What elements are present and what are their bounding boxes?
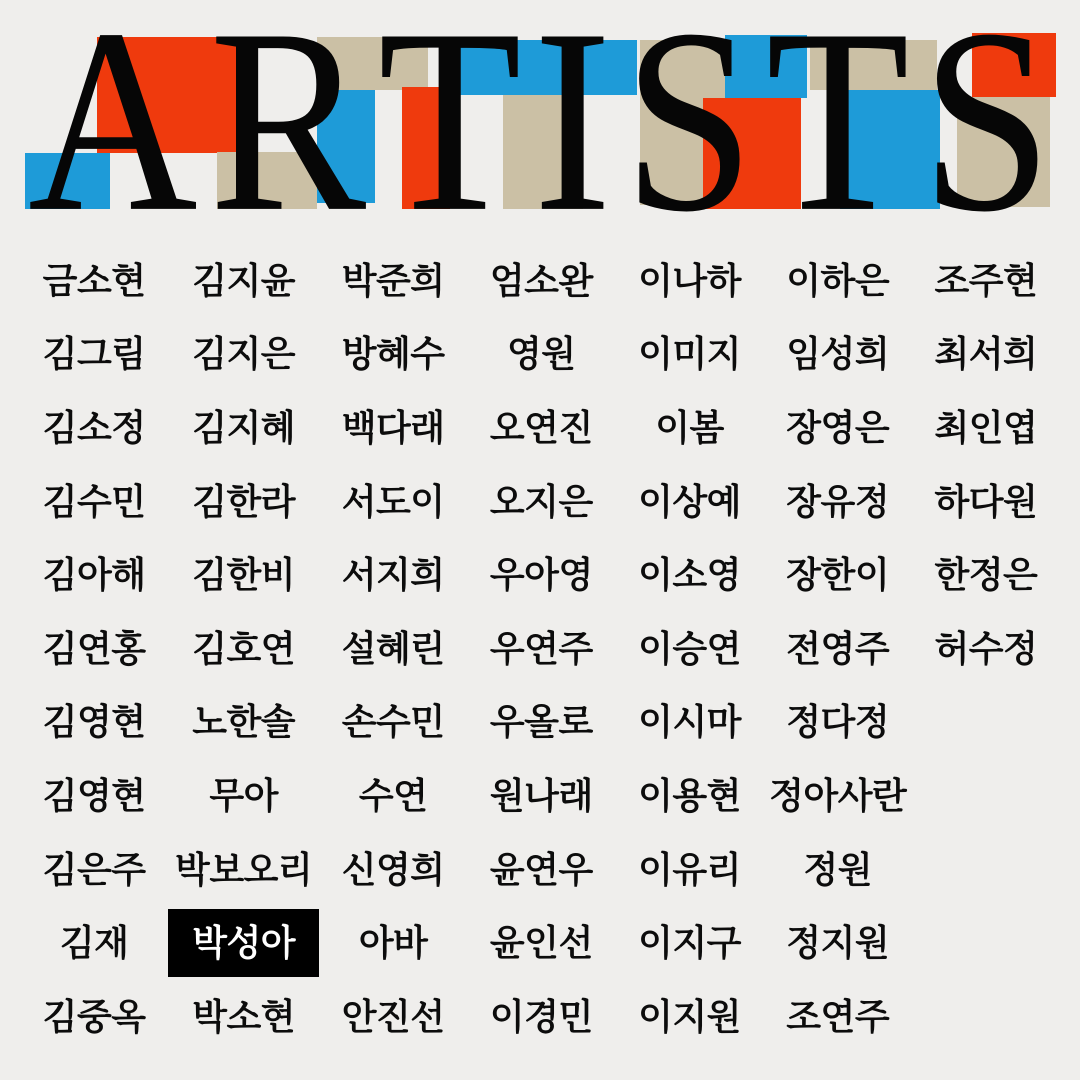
artist-name-label: 김호연 <box>192 627 296 669</box>
artist-name <box>319 538 467 612</box>
artist-name-highlighted <box>168 906 319 980</box>
artist-name <box>615 686 763 760</box>
artist-name-label: 신영희 <box>341 848 445 890</box>
artist-name-label: 무아 <box>209 774 278 816</box>
artist-name-label: 손수민 <box>341 701 445 743</box>
artist-name-label: 허수정 <box>934 627 1038 669</box>
title-banner <box>0 0 1080 266</box>
artist-name-label: 김연홍 <box>42 627 146 669</box>
artist-name-label: 김지은 <box>192 333 296 375</box>
artist-name-label: 김한라 <box>192 480 296 522</box>
artist-name <box>20 465 168 539</box>
artist-name-label: 우연주 <box>489 627 593 669</box>
artist-name <box>20 980 168 1054</box>
artist-name <box>168 465 319 539</box>
artist-name-label: 안진선 <box>341 995 445 1037</box>
artist-name <box>168 538 319 612</box>
artist-name <box>467 833 615 907</box>
artist-name <box>912 318 1060 392</box>
artist-name <box>764 612 912 686</box>
artist-name-label: 오지은 <box>489 480 593 522</box>
artist-name <box>764 759 912 833</box>
artist-name <box>467 980 615 1054</box>
artist-name <box>319 833 467 907</box>
artist-name <box>615 759 763 833</box>
artists-column <box>168 244 319 1054</box>
artist-name-label: 김영현 <box>42 701 146 743</box>
artist-name <box>615 465 763 539</box>
artist-name <box>467 906 615 980</box>
artist-name-label: 김재 <box>59 922 129 964</box>
artist-name <box>168 980 319 1054</box>
artist-name <box>319 906 467 980</box>
artist-name <box>615 538 763 612</box>
artist-name-label: 방혜수 <box>341 333 445 375</box>
artist-name <box>467 538 615 612</box>
artists-column <box>319 244 467 1054</box>
artist-name-label: 장한이 <box>786 554 890 596</box>
artist-name-label: 최서희 <box>934 333 1038 375</box>
artist-name-label: 정아사란 <box>769 774 907 816</box>
artist-name-label: 김그림 <box>42 333 146 375</box>
artist-name-label: 설혜린 <box>341 627 445 669</box>
artists-column <box>467 244 615 1054</box>
artists-column <box>20 244 168 1054</box>
artist-name <box>912 465 1060 539</box>
artist-name <box>319 686 467 760</box>
artist-name-label: 윤인선 <box>489 922 593 964</box>
artist-name <box>615 833 763 907</box>
artist-name <box>912 538 1060 612</box>
artist-name-label: 김아해 <box>42 554 146 596</box>
artist-name-label: 우아영 <box>489 554 593 596</box>
artist-name-label: 장영은 <box>786 406 890 448</box>
artist-name <box>168 686 319 760</box>
artist-name-label: 아바 <box>358 922 428 964</box>
artist-name-label: 이상예 <box>638 480 741 522</box>
artist-name-label: 이소영 <box>638 554 741 596</box>
title-letter: T <box>378 0 522 266</box>
artist-name-label: 엄소완 <box>489 259 593 301</box>
artist-name-label: 원나래 <box>489 774 593 816</box>
artist-name <box>20 391 168 465</box>
artist-name <box>20 759 168 833</box>
artist-name-label: 이지구 <box>638 922 741 964</box>
artist-name-label: 백다래 <box>341 406 445 448</box>
artist-name-label: 김중옥 <box>42 995 146 1037</box>
artist-name <box>615 980 763 1054</box>
artist-name-label: 박소현 <box>192 995 296 1037</box>
artist-name-label: 윤연우 <box>489 848 593 890</box>
artist-name-label: 조주현 <box>934 259 1038 301</box>
artist-name-label: 서지희 <box>341 554 445 596</box>
artist-name <box>319 980 467 1054</box>
artist-name-label: 김영현 <box>42 774 146 816</box>
artist-name-label: 최인엽 <box>934 406 1038 448</box>
artist-name-label: 하다원 <box>934 480 1038 522</box>
artist-name-label: 김한비 <box>192 554 296 596</box>
artist-name-label: 이승연 <box>638 627 741 669</box>
artist-name <box>319 391 467 465</box>
artist-name <box>764 980 912 1054</box>
artist-name-label: 김지혜 <box>192 406 296 448</box>
artist-name-label: 박성아 <box>168 909 319 977</box>
artist-name <box>467 318 615 392</box>
artist-name <box>467 465 615 539</box>
artist-name-label: 이용현 <box>638 774 741 816</box>
artist-name <box>615 318 763 392</box>
artist-name-label: 정원 <box>803 848 872 890</box>
artist-name-label: 박보오리 <box>175 848 313 890</box>
artist-name-label: 전영주 <box>786 627 890 669</box>
artist-name-label: 오연진 <box>489 406 593 448</box>
artist-name <box>319 759 467 833</box>
page-title <box>28 0 1052 266</box>
artist-name <box>764 391 912 465</box>
artist-name-label: 서도이 <box>341 480 445 522</box>
artist-name-label: 이하은 <box>786 259 890 301</box>
artists-column <box>764 244 912 1054</box>
artist-name-label: 정다정 <box>786 701 890 743</box>
artist-name-label: 이봄 <box>655 406 724 448</box>
artist-name <box>764 465 912 539</box>
artist-name <box>319 465 467 539</box>
artist-name-label: 노한솔 <box>192 701 296 743</box>
title-letter: R <box>209 0 367 266</box>
artist-name <box>20 318 168 392</box>
artist-name-label: 김은주 <box>42 848 146 890</box>
artist-name <box>467 612 615 686</box>
title-letter: I <box>533 0 612 266</box>
artist-name-label: 김지윤 <box>192 259 296 301</box>
artist-name <box>319 318 467 392</box>
artist-name-label: 이미지 <box>638 333 741 375</box>
artist-name-label: 이유리 <box>638 848 741 890</box>
artist-name <box>319 612 467 686</box>
artist-name-label: 박준희 <box>341 259 445 301</box>
artist-name-label: 수연 <box>358 774 428 816</box>
artist-name-label: 이지원 <box>638 995 741 1037</box>
artist-name <box>20 612 168 686</box>
artist-name-label: 김소정 <box>42 406 146 448</box>
artist-name <box>168 833 319 907</box>
artists-column <box>912 244 1060 1054</box>
artist-name <box>168 612 319 686</box>
artist-name-label: 이시마 <box>638 701 741 743</box>
title-letter: S <box>623 0 755 266</box>
artist-name-label: 임성희 <box>786 333 890 375</box>
artist-name-label: 정지원 <box>786 922 890 964</box>
title-letter: T <box>765 0 910 266</box>
artist-name <box>20 686 168 760</box>
artists-grid <box>20 244 1060 1054</box>
artist-name <box>615 391 763 465</box>
artist-name <box>20 906 168 980</box>
artist-name <box>467 686 615 760</box>
artist-name <box>20 538 168 612</box>
artist-name <box>764 906 912 980</box>
artist-name-label: 금소현 <box>42 259 146 301</box>
artist-name <box>764 538 912 612</box>
artist-name-label: 김수민 <box>42 480 146 522</box>
artist-name <box>467 759 615 833</box>
artist-name <box>168 318 319 392</box>
artist-name-label: 이나하 <box>638 259 741 301</box>
artist-name <box>168 759 319 833</box>
artist-name <box>168 391 319 465</box>
artist-name <box>20 833 168 907</box>
artist-name <box>764 686 912 760</box>
title-letter: S <box>921 0 1052 266</box>
artist-name <box>912 612 1060 686</box>
title-letter: A <box>28 0 198 266</box>
artist-name <box>615 612 763 686</box>
artist-name <box>912 391 1060 465</box>
artist-name <box>764 318 912 392</box>
artists-column <box>615 244 763 1054</box>
artist-name-label: 우올로 <box>489 701 593 743</box>
artist-name-label: 영원 <box>507 333 576 375</box>
artist-name <box>615 906 763 980</box>
artist-name <box>764 833 912 907</box>
artist-name-label: 한정은 <box>934 554 1038 596</box>
artist-name-label: 조연주 <box>786 995 890 1037</box>
artist-name <box>467 391 615 465</box>
artist-name-label: 이경민 <box>489 995 593 1037</box>
artist-name-label: 장유정 <box>786 480 890 522</box>
